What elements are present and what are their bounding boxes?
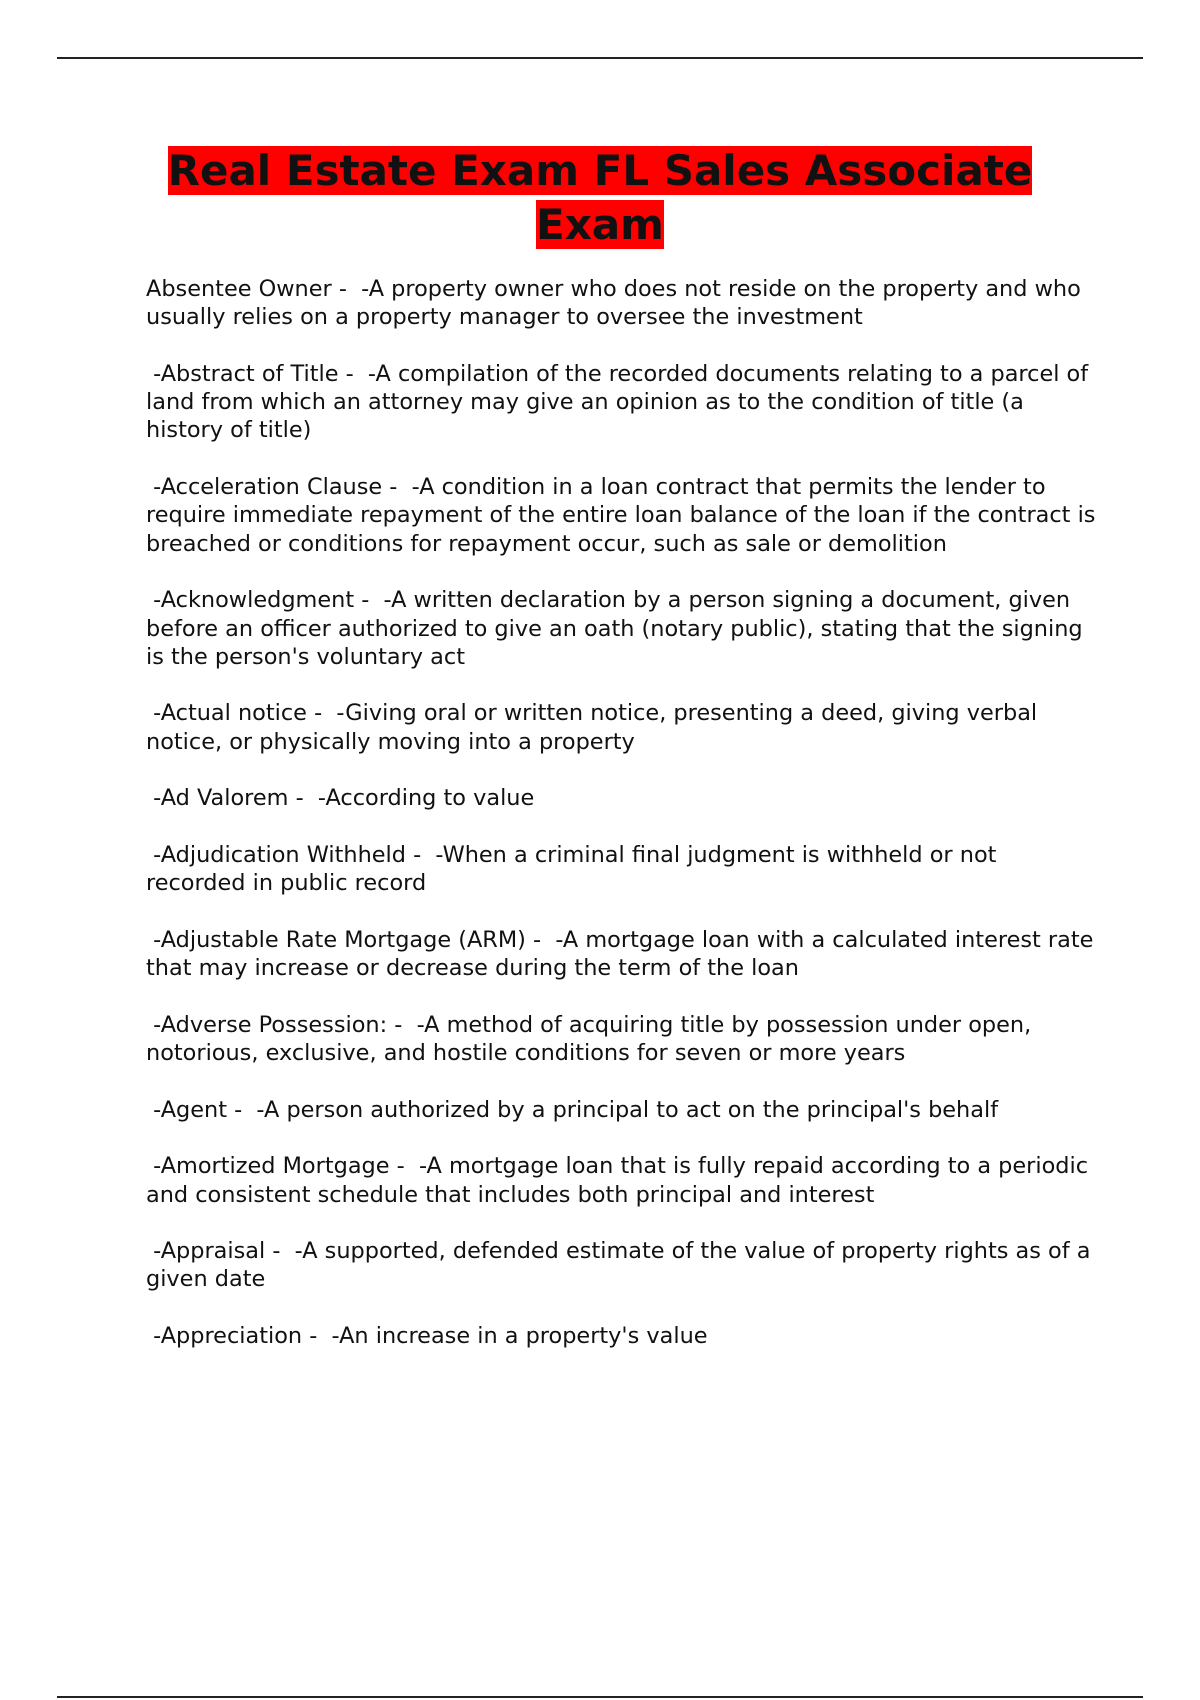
glossary-entry: -Agent - -A person authorized by a principal to act on the principal's behalf xyxy=(146,1096,999,1123)
glossary-entry: -Acknowledgment - -A written declaration by a person signing a document, given before an officer authorized to give an oath (notary public), stating that the signing is the person's voluntary act xyxy=(146,587,1090,670)
glossary-entry: Absentee Owner - -A property owner who does not reside on the property and who usually relies on a property manager to oversee the investment xyxy=(146,276,1088,331)
glossary-entry: -Amortized Mortgage - -A mortgage loan that is fully repaid according to a periodic and consistent schedule that includes both principal and interest xyxy=(146,1153,1096,1208)
glossary-entry: -Abstract of Title - -A compilation of the recorded documents relating to a parcel of land from which an attorney may give an opinion as to the condition of title (a history of title) xyxy=(146,360,1096,444)
glossary-entry: -Appreciation - -An increase in a property's value xyxy=(146,1322,708,1349)
document-title: Real Estate Exam FL Sales Associate Exam xyxy=(167,146,1033,249)
glossary-entry: -Appraisal - -A supported, defended estimate of the value of property rights as of a given date xyxy=(146,1238,1098,1293)
bottom-rule xyxy=(57,1696,1143,1698)
glossary-entry: -Adjustable Rate Mortgage (ARM) - -A mortgage loan with a calculated interest rate that may increase or decrease during the term of the loan xyxy=(146,926,1101,982)
title-block xyxy=(0,144,1200,252)
glossary-entry: -Acceleration Clause - -A condition in a loan contract that permits the lender to require immediate repayment of the entire loan balance of the loan if the contract is breached or conditions for repayment occur, such as sale or demolition xyxy=(146,474,1103,557)
glossary-entry: -Adjudication Withheld - -When a criminal final judgment is withheld or not recorded in public record xyxy=(146,841,1004,897)
glossary-entry: -Actual notice - -Giving oral or written notice, presenting a deed, giving verbal notice, or physically moving into a property xyxy=(146,700,1045,755)
glossary-entry: -Adverse Possession: - -A method of acquiring title by possession under open, notorious, exclusive, and hostile conditions for seven or more years xyxy=(146,1011,1039,1067)
glossary-list xyxy=(146,275,1103,1379)
glossary-entry: -Ad Valorem - -According to value xyxy=(146,785,535,812)
top-rule xyxy=(57,57,1143,59)
